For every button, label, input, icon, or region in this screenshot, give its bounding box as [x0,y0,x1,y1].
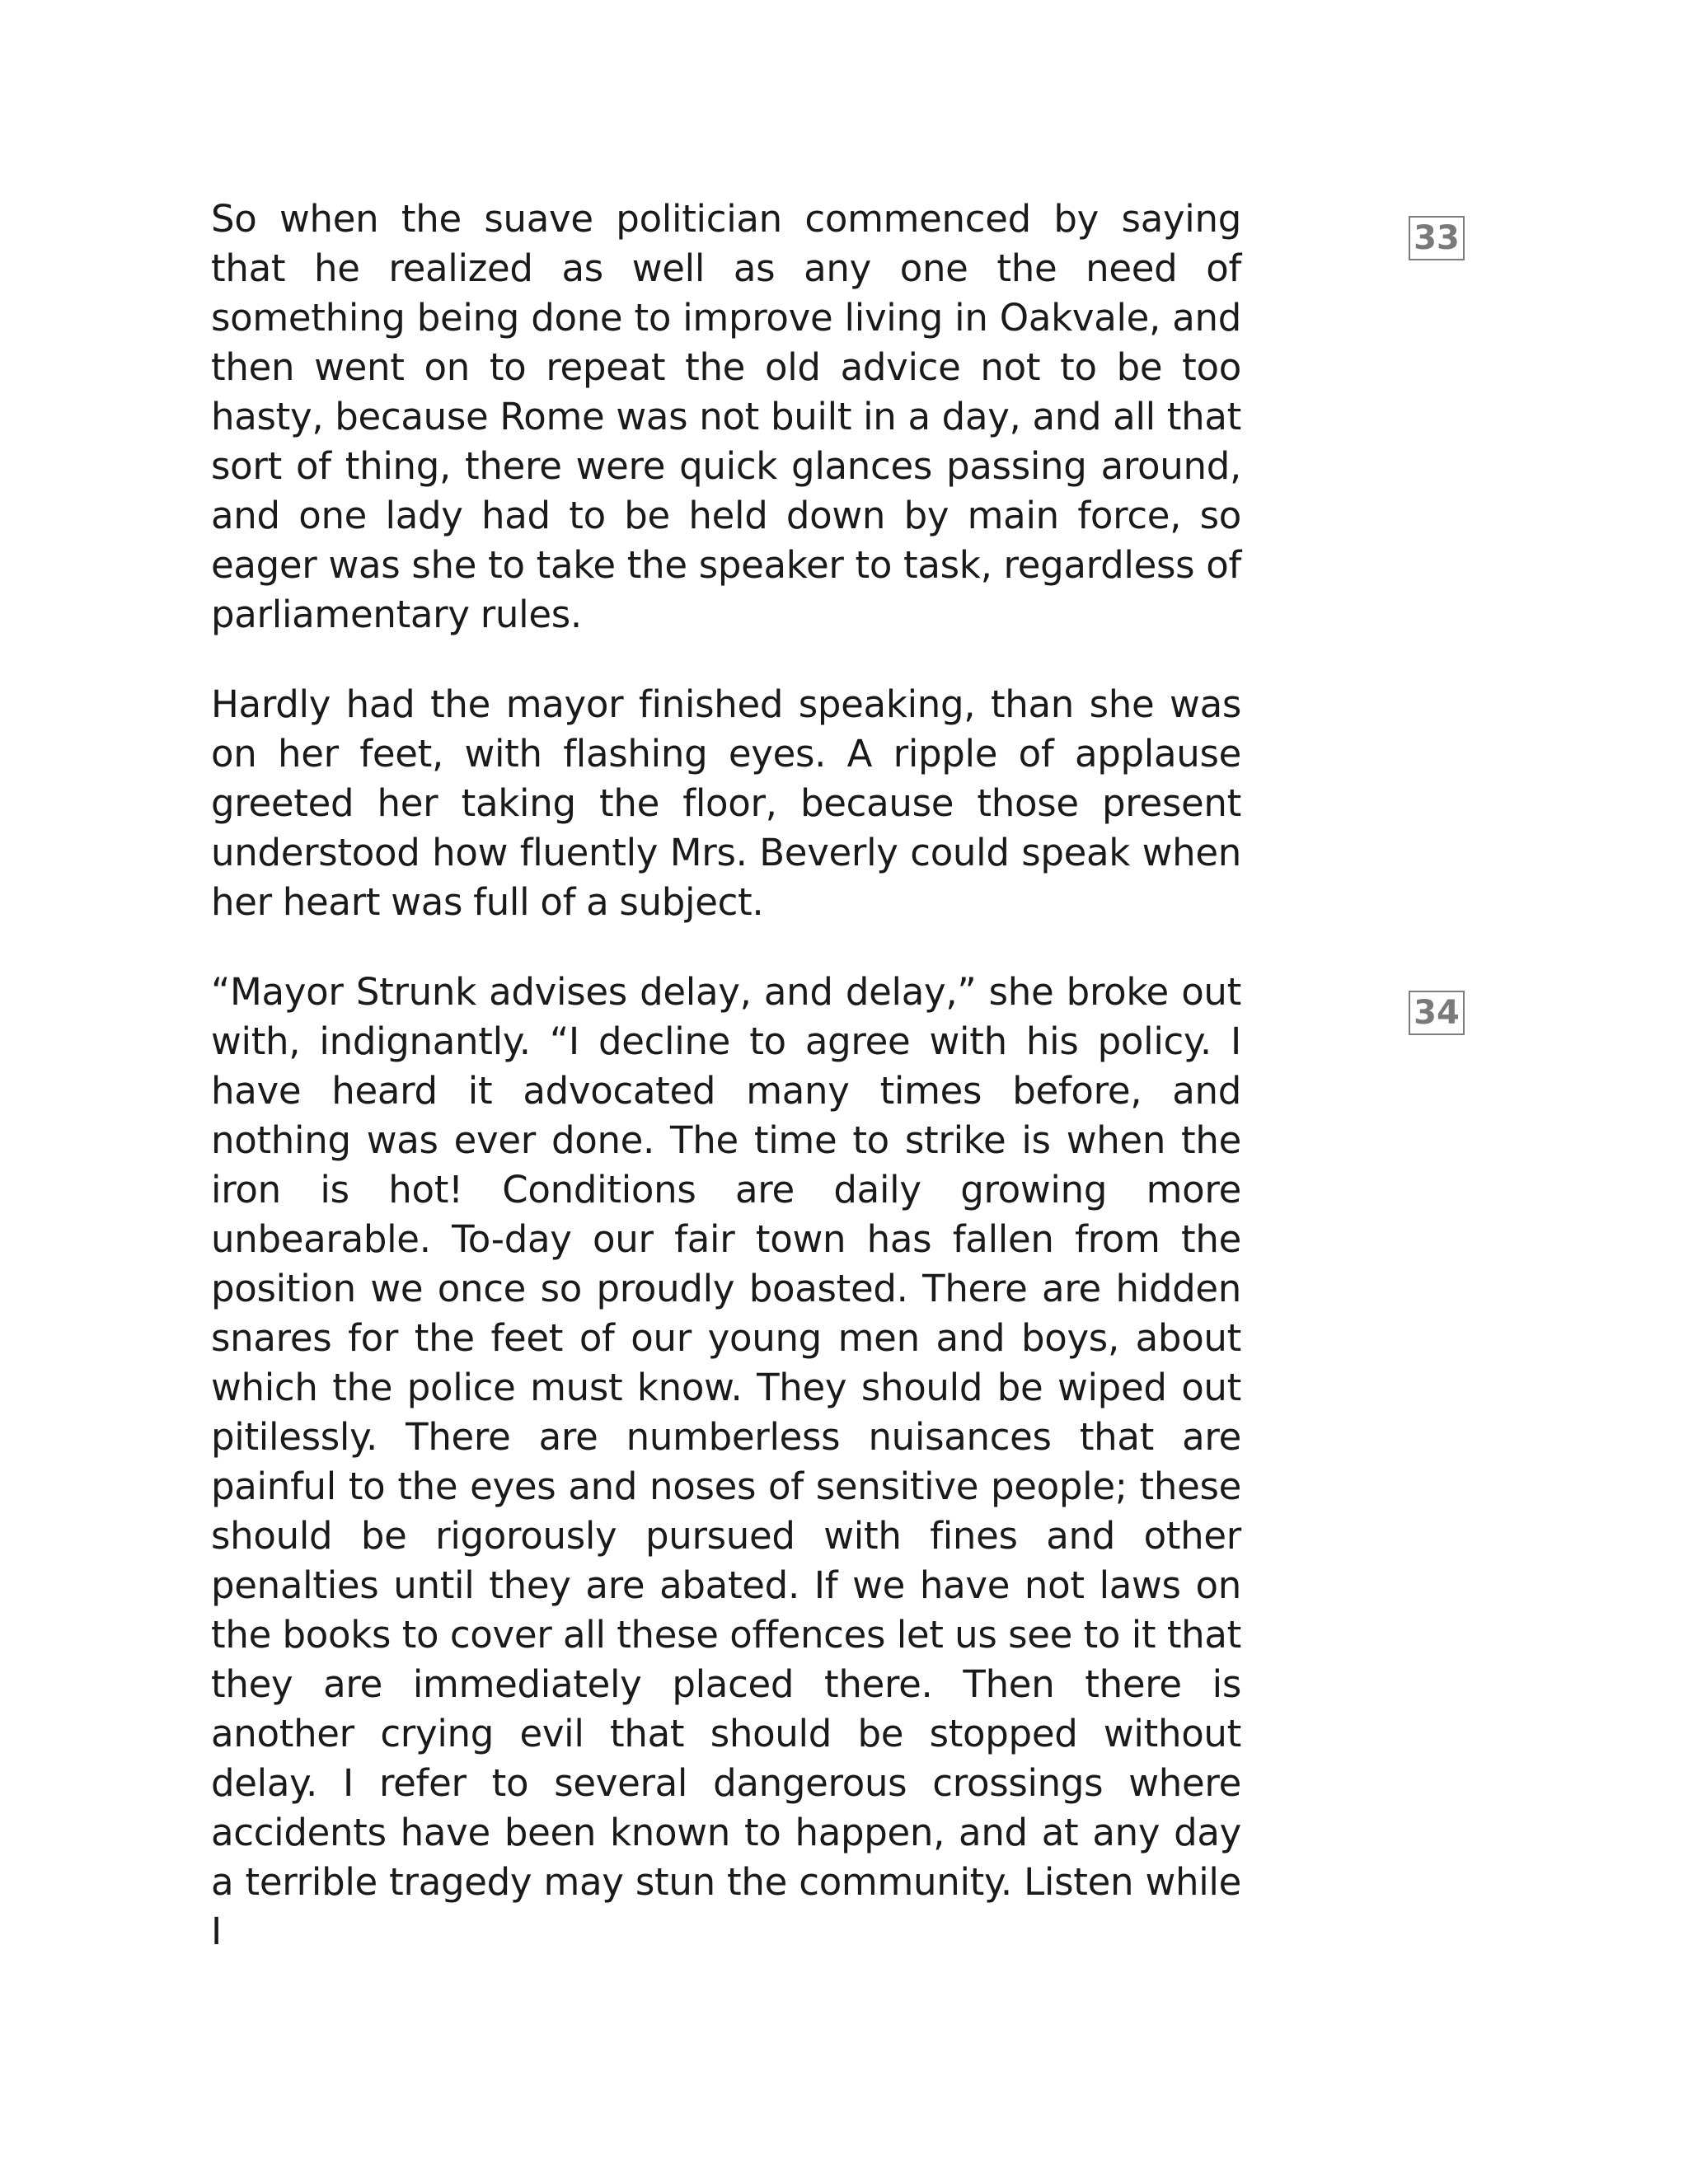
page-number-marker: 33 [1409,216,1465,260]
paragraph-politician-speech: So when the suave politician commenced by saying that he realized as well as any one the need of something being done to improve living in Oakvale, and then went on to repeat the old advice not to be too hasty, because Rome was not built in a day, and all that sort of thing, there were quick glances passing around, and one lady had to be held down by main force, so eager was she to take the speaker to task, regardless of parliamentary rules. [211,197,1241,636]
page-number-marker: 34 [1409,991,1465,1035]
body-text [211,194,1241,1957]
paragraph-mrs-beverly-rises: Hardly had the mayor finished speaking, than she was on her feet, with flashing eyes. A ripple of applause greeted her taking the floor, because those present understood how fluently Mrs. Beverly could speak when her heart was full of a subject. [211,682,1241,924]
paragraph-mrs-beverly-speech: “Mayor Strunk advises delay, and delay,” she broke out with, indignantly. “I decline to agree with his policy. I have heard it advocated many times before, and nothing was ever done. The time to strike is when the iron is hot! Conditions are daily growing more unbearable. To-day our fair town has fallen from the position we once so proudly boasted. There are hidden snares for the feet of our young men and boys, about which the police must know. They should be wiped out pitilessly. There are numberless nuisances that are painful to the eyes and noses of sensitive people; these should be rigorously pursued with fines and other penalties until they are abated. If we have not laws on the books to cover all these offences let us see to it that they are immediately placed there. Then there is another crying evil that should be stopped without delay. I refer to several dangerous crossings where accidents have been known to happen, and at any day a terrible tragedy may stun the community. Listen while I [211,970,1241,1953]
